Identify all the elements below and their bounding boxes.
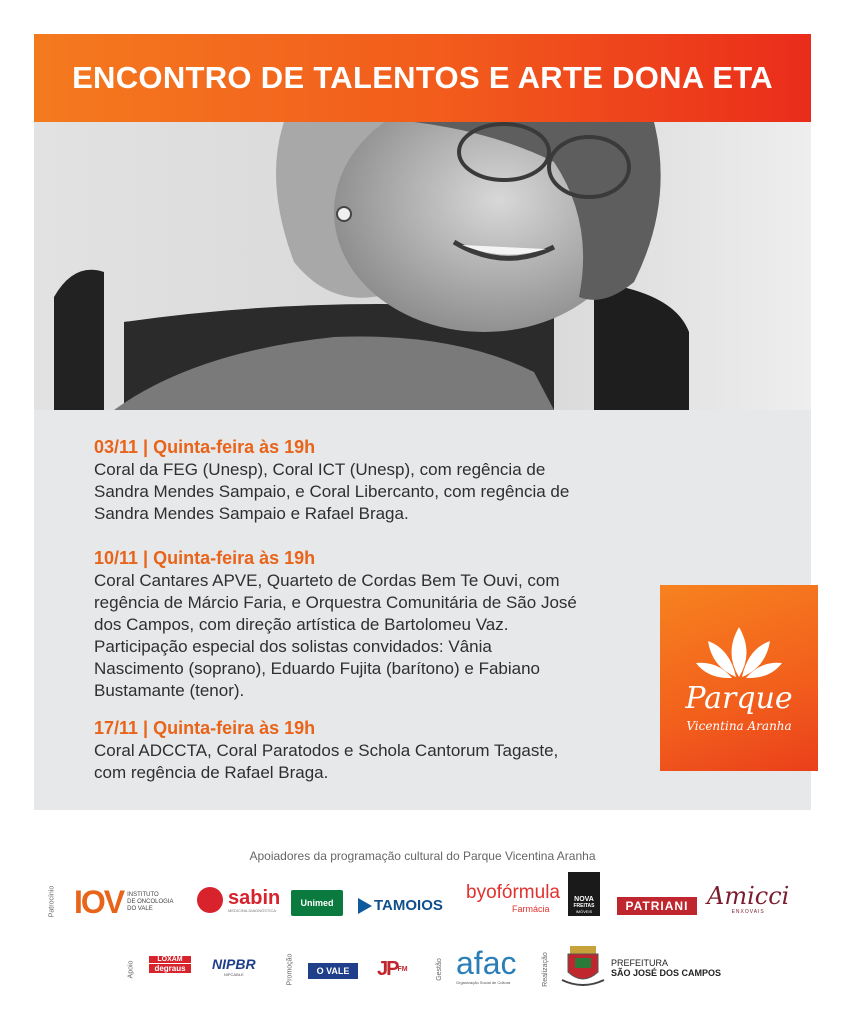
- sabin-text: [228, 888, 280, 913]
- event-item: [94, 436, 694, 524]
- parque-vicentina-aranha-logo: [660, 585, 818, 771]
- nova-name: NOVA: [574, 896, 594, 903]
- jovem-pan-logo: [377, 958, 408, 981]
- event-line: Sandra Mendes Sampaio e Rafael Braga.: [94, 504, 409, 523]
- event-item: [94, 547, 694, 701]
- sabin-sub: MEDICINA DIAGNÓSTICA: [228, 907, 277, 913]
- event-item: [94, 717, 694, 783]
- event-header-banner: [34, 34, 811, 122]
- event-line: com regência de Rafael Braga.: [94, 763, 329, 782]
- amicci-logo: [707, 883, 789, 915]
- event-date-title: 10/11 | Quinta-feira às 19h: [94, 548, 316, 568]
- nova-freitas-logo: [568, 872, 600, 916]
- iov-text-line: DE ONCOLOGIA: [127, 899, 174, 905]
- iov-text-line: DO VALE: [127, 906, 153, 912]
- freitas-name: FREITAS: [573, 903, 595, 909]
- patrocinio-label: Patrocínio: [48, 885, 56, 918]
- loxam-degraus-logo: [149, 956, 191, 973]
- nipbr-name: NIPBR: [212, 956, 256, 972]
- event-line: Coral ADCCTA, Coral Paratodos e Schola Cantorum Tagaste,: [94, 741, 559, 760]
- afac-name: afac: [456, 945, 517, 981]
- sabin-logo: [197, 887, 280, 913]
- park-subtitle: Vicentina Aranha: [686, 719, 792, 733]
- gestao-label: Gestão: [435, 958, 443, 981]
- unimed-name: Unimed: [300, 898, 334, 908]
- realizacao-label: Realização: [541, 952, 549, 987]
- amicci-name: Amicci: [707, 882, 790, 910]
- prefeitura-line: PREFEITURA: [611, 958, 669, 968]
- event-line: Coral da FEG (Unesp), Coral ICT (Unesp), com regência de: [94, 460, 546, 479]
- loxam-name: LOXAM: [149, 956, 191, 963]
- sabin-name: sabin: [228, 886, 281, 909]
- nova-sub: IMÓVEIS: [575, 909, 593, 914]
- event-date-title: 17/11 | Quinta-feira às 19h: [94, 718, 316, 738]
- patriani-logo: [617, 897, 697, 915]
- event-line: Coral Cantares APVE, Quarteto de Cordas Bem Te Ouvi, com: [94, 571, 560, 590]
- iov-logo: [74, 884, 173, 921]
- event-line: dos Campos, com direção artística de Bartolomeu Vaz.: [94, 615, 509, 634]
- leaf-flower-icon: [694, 623, 784, 679]
- byoformula-logo: [466, 882, 560, 914]
- degraus-name: degraus: [149, 964, 191, 973]
- unimed-logo: [291, 890, 343, 916]
- event-line: Sandra Mendes Sampaio, e Coral Libercanto, com regência de: [94, 482, 570, 501]
- portrait-photo: [34, 122, 811, 410]
- afac-sub: Organização Social de Cultura: [456, 980, 511, 985]
- event-line: regência de Márcio Faria, e Orquestra Comunitária de São José: [94, 593, 577, 612]
- event-line: Participação especial dos solistas convidados: Vânia: [94, 637, 492, 656]
- patriani-name: PATRIANI: [625, 899, 689, 913]
- park-name: Parque: [685, 681, 793, 716]
- event-line: Bustamante (tenor).: [94, 681, 245, 700]
- jp-sub: FM: [397, 966, 408, 973]
- supporters-heading: Apoiadores da programação cultural do Parque Vicentina Aranha: [249, 849, 596, 863]
- tamoios-name: TAMOIOS: [374, 897, 443, 914]
- iov-mark: IOV: [74, 884, 124, 920]
- sabin-drop-icon: [197, 887, 223, 913]
- prefeitura-city: SÃO JOSÉ DOS CAMPOS: [611, 968, 722, 978]
- ovale-logo: [308, 963, 358, 979]
- promocao-label: Promoção: [286, 953, 294, 986]
- tamoios-arrow-icon: [358, 898, 372, 914]
- event-date-title: 03/11 | Quinta-feira às 19h: [94, 437, 316, 457]
- byo-name: byofórmula: [466, 882, 560, 903]
- sao-jose-coat-of-arms-icon: [560, 944, 606, 988]
- prefeitura-logo: [611, 958, 721, 978]
- event-line: Nascimento (soprano), Eduardo Fujita (barítono) e Fabiano: [94, 659, 541, 678]
- nipbr-logo: [212, 956, 256, 977]
- apoio-label: Apoio: [127, 960, 135, 979]
- afac-logo: [456, 946, 516, 985]
- byo-sub: Farmácia: [512, 904, 550, 914]
- nipbr-sub: NIPCABLE: [223, 972, 244, 977]
- iov-text: [127, 892, 173, 913]
- event-title: ENCONTRO DE TALENTOS E ARTE DONA ETA: [72, 60, 773, 95]
- iov-text-line: INSTITUTO: [127, 892, 159, 898]
- jp-name: JP: [377, 958, 398, 980]
- amicci-sub: ENXOVAIS: [731, 909, 765, 915]
- ovale-name: O VALE: [316, 966, 350, 976]
- tamoios-logo: [358, 897, 443, 914]
